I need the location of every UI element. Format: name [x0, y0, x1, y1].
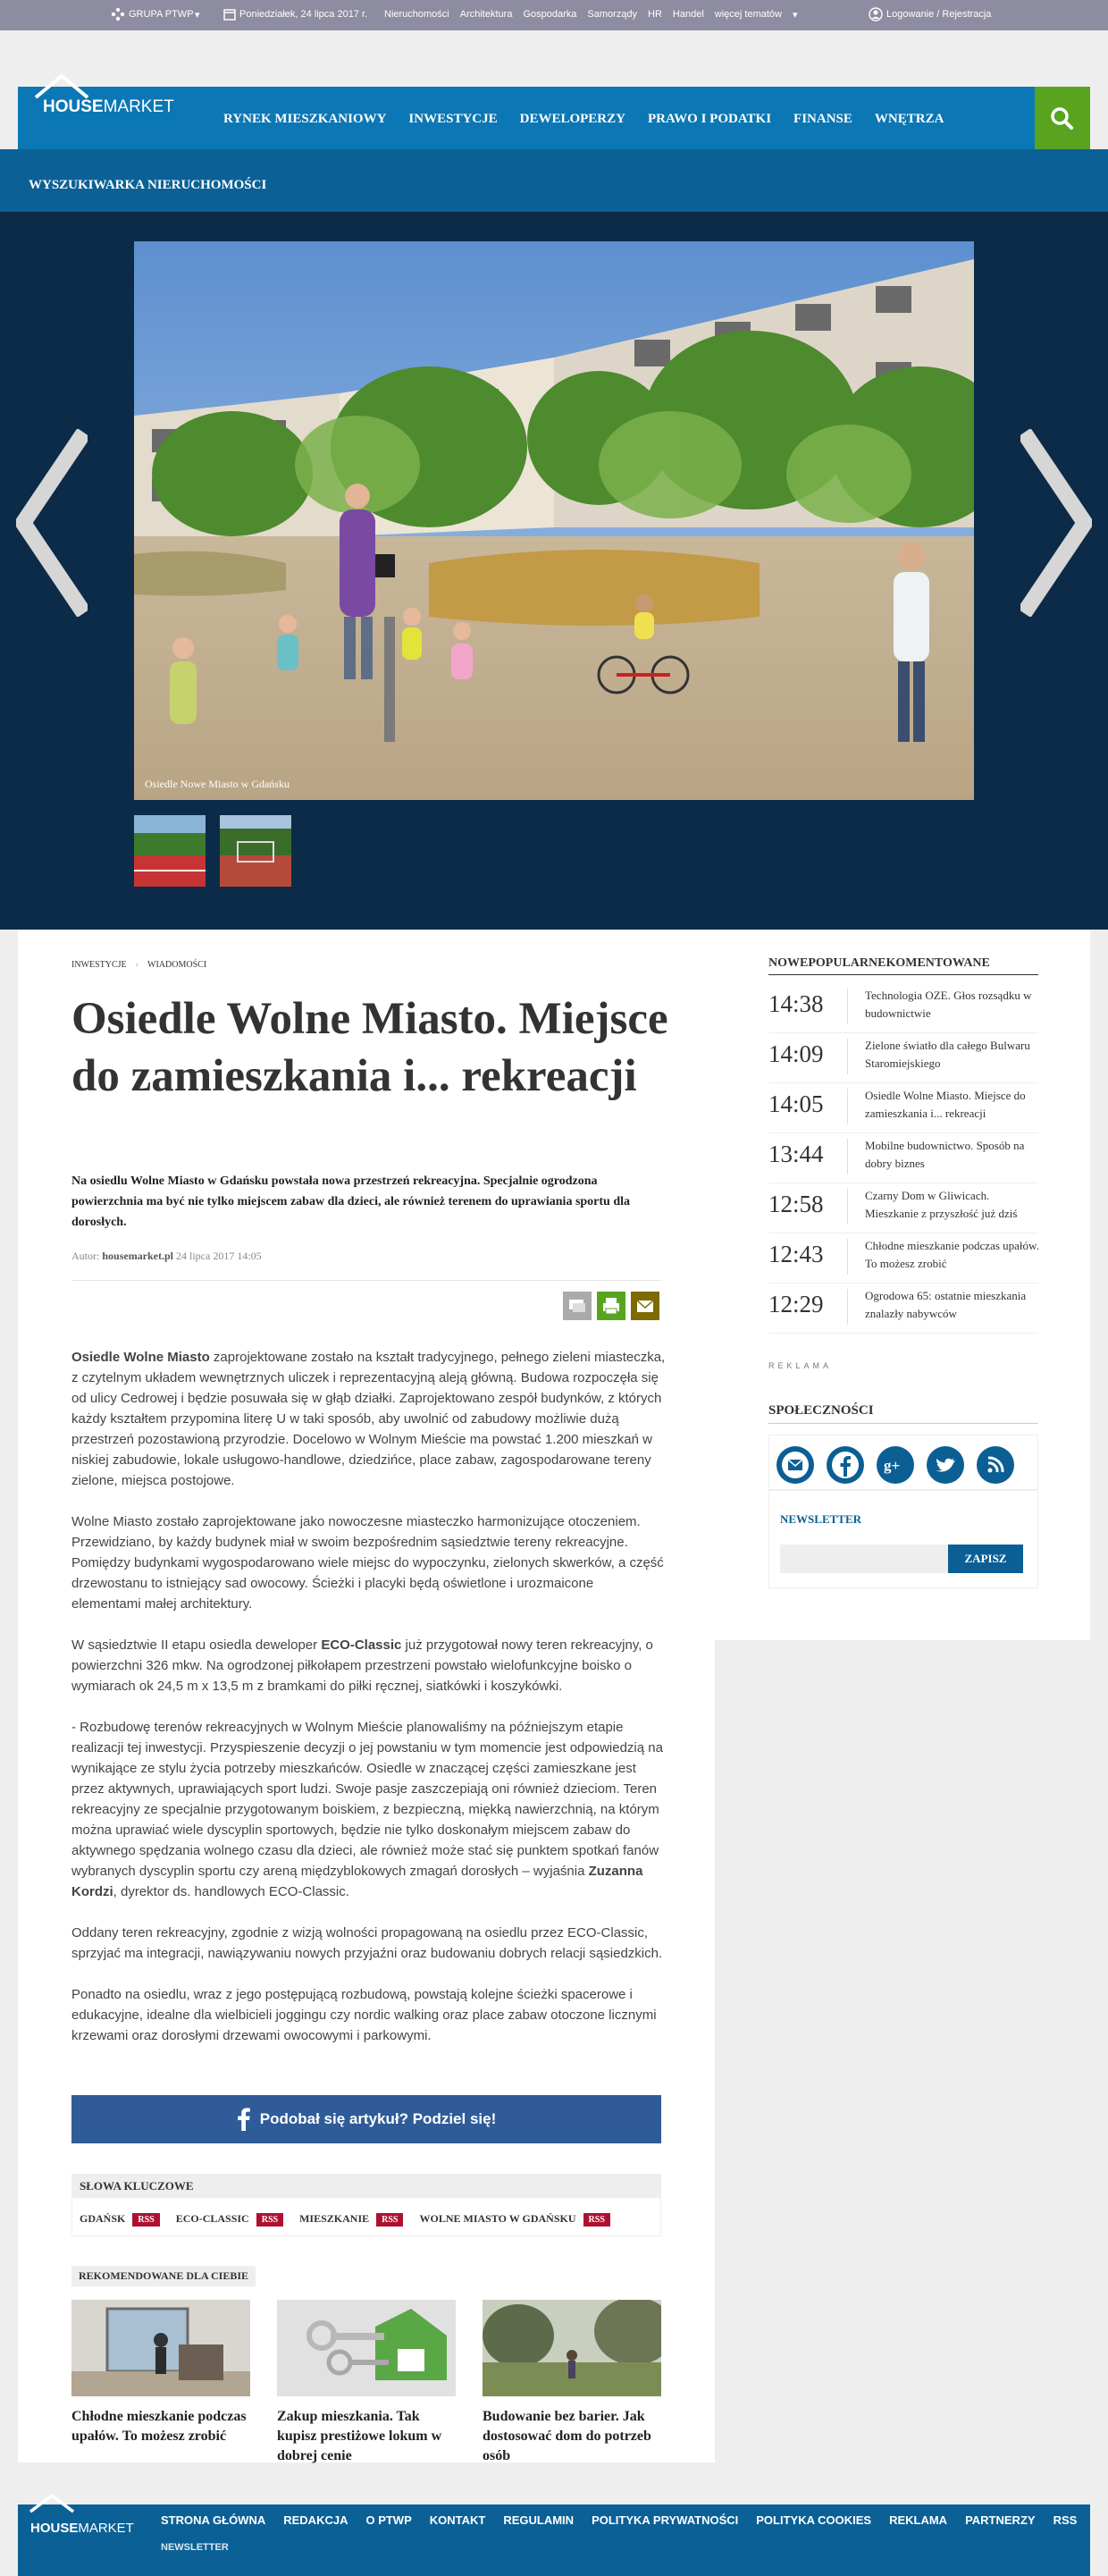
recommended-image[interactable] — [483, 2300, 661, 2396]
login-link[interactable]: Logowanie / Rejestracja — [886, 9, 992, 20]
chevron-down-icon[interactable]: ▾ — [792, 10, 798, 21]
sub-nav — [0, 149, 1108, 212]
footer-link[interactable]: REKLAMA — [889, 2513, 948, 2527]
rss-badge[interactable]: RSS — [583, 2213, 610, 2227]
footer-link[interactable]: POLITYKA PRYWATNOŚCI — [592, 2513, 739, 2527]
nav-item-prawo[interactable]: PRAWO I PODATKI — [647, 112, 772, 126]
news-title[interactable]: Czarny Dom w Gliwicach. Mieszkanie z przyszłość już dziś — [865, 1189, 1018, 1220]
article-tools — [563, 1292, 659, 1320]
nav-item-wnetrza[interactable]: WNĘTRZA — [874, 112, 944, 126]
news-title[interactable]: Ogrodowa 65: ostatnie mieszkania znalazły nabywców — [865, 1289, 1027, 1320]
divider — [847, 1239, 848, 1275]
social-links — [768, 1435, 1038, 1490]
recommended-image[interactable] — [277, 2300, 456, 2396]
newsletter-email-input[interactable] — [780, 1545, 948, 1573]
house-logo-icon — [27, 2492, 77, 2513]
topic-link[interactable]: Nieruchomości — [384, 9, 449, 20]
news-item[interactable] — [768, 983, 1038, 1033]
svg-text:g+: g+ — [884, 1457, 901, 1474]
news-time: 13:44 — [768, 1141, 824, 1167]
news-item[interactable] — [768, 1233, 1038, 1284]
email-button[interactable] — [631, 1292, 659, 1320]
search-icon — [1035, 87, 1090, 149]
divider — [847, 1189, 848, 1225]
thumbnail-2[interactable] — [220, 815, 291, 887]
paragraph: Wolne Miasto zostało zaprojektowane jako nowoczesne miasteczko harmonizujące otoczeniem. Przewidziano, by każdy budynek miał w swoim bezpośrednim sąsiedztwie tereny rekreacyjne. Pomiędzy budynkami wygospodarowano wiele miejsc do wypoczynku, zielonych skwerków, a część drzewostanu to istniejący sad owocowy. Ścieżki i placyki będą oświetlone i urozmaicone elementami małej architektury. — [71, 1514, 664, 1612]
topic-links — [384, 9, 798, 21]
facebook-icon — [237, 2108, 251, 2131]
nav-item-inwestycje[interactable]: INWESTYCJE — [408, 112, 498, 126]
article-title: Osiedle Wolne Miasto. Miejsce do zamieszkania i... rekreacji — [71, 994, 668, 1101]
next-arrow-icon[interactable] — [1020, 429, 1092, 617]
thumbnail-1[interactable] — [134, 815, 206, 887]
house-logo-icon — [30, 72, 93, 99]
photo-caption: Osiedle Nowe Miasto w Gdańsku — [145, 778, 290, 790]
footer-link[interactable]: RSS — [1053, 2513, 1078, 2527]
rss-badge[interactable]: RSS — [132, 2213, 159, 2227]
divider — [847, 1089, 848, 1124]
breadcrumb — [71, 960, 206, 970]
paragraph: - Rozbudowę terenów rekreacyjnych w Wolnym Mieście planowaliśmy na późniejszym etapie realizacji tej inwestycji. Przyspieszenie decyzji o jej powstaniu w tym momencie jest odpowiedzią na wynikające ze stylu życia potrzeby mieszkańców. Osiedle w znaczącej części zamieszkane jest przez aktywnych, uprawiających sport ludzi. Swoje pasje zaszczepiają oni również dzieciom. Teren rekreacyjny ze specjalnie przygotowanym boiskiem, z bezpieczną, miękką nawierzchnią, na którym można uprawiać wiele dyscyplin sportowych, będzie nie tylko doskonałym miejscem zabaw do aktywnego spędzania wolnego czasu dla dzieci, ale również może stać się punktem spotkań fanów wybranych dyscyplin sportu czy areną międzyblokowych zmagań dorosłych – wyjaśnia Zuzanna Kordzi, dyrektor ds. handlowych ECO-Classic. — [71, 1720, 663, 1899]
main-nav — [223, 112, 944, 127]
paragraph: W sąsiedztwie II etapu osiedla deweloper ECO-Classic już przygotował nowy teren rekreacyjny, o powierzchni 326 mkw. Na ogrodzonej piłkołapem przestrzeni powstało wielofunkcyjne boisko o wymiarach ok 24,5 m x 13,5 m z bramkami do piłki ręcznej, siatkówki i koszykówki. — [71, 1637, 653, 1694]
breadcrumb-separator-icon: › — [135, 960, 139, 970]
main-header — [18, 87, 1090, 149]
recommended-image[interactable] — [71, 2300, 250, 2396]
recommended-title-text[interactable]: Budowanie bez barier. Jak dostosować dom do potrzeb osób — [483, 2409, 651, 2463]
group-link[interactable]: GRUPA PTWP — [129, 9, 194, 20]
news-time: 12:29 — [768, 1291, 824, 1317]
envelope-icon — [631, 1292, 659, 1320]
topic-link[interactable]: Samorządy — [587, 9, 638, 20]
news-tabs[interactable]: NOWEPOPULARNEKOMENTOWANE — [768, 956, 990, 970]
countryside-image — [483, 2300, 661, 2396]
recommended-section — [71, 2266, 661, 2463]
article-body — [71, 1347, 666, 2067]
news-title[interactable]: Zielone światło dla całego Bulwaru Staromiejskiego — [865, 1039, 1030, 1070]
divider — [847, 1289, 848, 1325]
comment-button[interactable] — [563, 1292, 592, 1320]
footer-brand[interactable]: HOUSEMARKET — [30, 2521, 134, 2536]
google-plus-icon — [877, 1446, 914, 1484]
user-icon[interactable] — [869, 7, 883, 21]
newsletter-title: NEWSLETTER — [780, 1512, 862, 1526]
previous-arrow-icon[interactable] — [16, 429, 88, 617]
nav-item-finanse[interactable]: FINANSE — [793, 112, 852, 126]
property-search-link[interactable]: WYSZUKIWARKA NIERUCHOMOŚCI — [29, 178, 267, 192]
rss-social-button[interactable] — [977, 1446, 1014, 1484]
breadcrumb-item[interactable]: WIADOMOŚCI — [147, 960, 207, 970]
envelope-icon — [776, 1446, 814, 1484]
keys-house-image — [277, 2300, 456, 2396]
site-logo[interactable] — [30, 72, 218, 147]
news-title[interactable]: Chłodne mieszkanie podczas upałów. To możesz zrobić — [865, 1239, 1039, 1270]
brand-name: HOUSEMARKET — [43, 97, 174, 116]
ad-label: REKLAMA — [768, 1361, 833, 1370]
main-photo[interactable] — [134, 241, 974, 800]
room-image — [71, 2300, 250, 2396]
footer — [18, 2504, 1090, 2576]
recommended-item[interactable] — [71, 2300, 250, 2466]
keyword-list — [72, 2198, 660, 2240]
recommended-title: REKOMENDOWANE DLA CIEBIE — [71, 2266, 256, 2286]
topic-link[interactable]: Gospodarka — [523, 9, 577, 20]
nav-item-rynek[interactable]: RYNEK MIESZKANIOWY — [223, 112, 387, 126]
facebook-icon — [827, 1446, 864, 1484]
footer-link[interactable]: STRONA GŁÓWNA — [161, 2513, 266, 2527]
footer-link[interactable]: POLITYKA COOKIES — [756, 2513, 872, 2527]
news-item[interactable] — [768, 1083, 1038, 1133]
image-slider — [0, 212, 1108, 930]
news-item[interactable] — [768, 1284, 1038, 1334]
rss-badge[interactable]: RSS — [256, 2213, 283, 2227]
author-link[interactable]: housemarket.pl — [102, 1250, 174, 1262]
email-social-button[interactable] — [776, 1446, 814, 1484]
social-title: SPOŁECZNOŚCI — [768, 1403, 874, 1418]
facebook-social-button[interactable] — [827, 1446, 864, 1484]
recommended-item[interactable] — [483, 2300, 661, 2466]
current-date: Poniedziałek, 24 lipca 2017 r. — [239, 9, 368, 20]
chevron-down-icon[interactable]: ▾ — [195, 10, 200, 21]
divider — [847, 1139, 848, 1174]
rss-icon — [977, 1446, 1014, 1484]
news-title[interactable]: Technologia OZE. Głos rozsądku w budownictwie — [865, 989, 1032, 1020]
paragraph: Ponadto na osiedlu, wraz z jego postępującą rozbudową, powstają kolejne ścieżki spacerowe i edukacyjne, idealne dla wielbicieli joggingu czy nordic walking oraz place zabaw otoczone licznymi krzewami oraz dorosłymi drzewami owocowymi i parkowymi. — [71, 1987, 657, 2043]
keyword-tag[interactable]: ECO-CLASSIC RSS — [176, 2212, 283, 2226]
googleplus-social-button[interactable] — [877, 1446, 914, 1484]
rss-badge[interactable]: RSS — [376, 2213, 403, 2227]
news-title[interactable]: Osiedle Wolne Miasto. Miejsce do zamieszkania i... rekreacji — [865, 1089, 1026, 1120]
nav-item-deweloperzy[interactable]: DEWELOPERZY — [519, 112, 625, 126]
publish-date: 24 lipca 2017 14:05 — [176, 1250, 262, 1262]
keywords-box — [71, 2174, 661, 2236]
twitter-social-button[interactable] — [927, 1446, 964, 1484]
footer-link[interactable]: PARTNERZY — [965, 2513, 1036, 2527]
news-time: 14:09 — [768, 1040, 824, 1067]
news-time: 12:58 — [768, 1191, 824, 1217]
group-logo-icon — [111, 7, 125, 21]
newsletter-box — [768, 1490, 1038, 1588]
newsletter-submit-button[interactable]: ZAPISZ — [948, 1545, 1023, 1573]
recommended-title-text[interactable]: Zakup mieszkania. Tak kupisz prestiżowe lokum w dobrej cenie — [277, 2409, 442, 2463]
keyword-tag[interactable]: WOLNE MIASTO W GDAŃSKU RSS — [419, 2212, 609, 2226]
news-item[interactable] — [768, 1133, 1038, 1183]
news-item[interactable] — [768, 1033, 1038, 1083]
breadcrumb-item[interactable]: INWESTYCJE — [71, 960, 127, 970]
divider — [768, 974, 1038, 975]
footer-link[interactable]: REGULAMIN — [503, 2513, 575, 2527]
news-time: 14:05 — [768, 1090, 824, 1117]
keywords-title: SŁOWA KLUCZOWE — [72, 2175, 660, 2198]
topic-link[interactable]: HR — [648, 9, 662, 20]
footer-link[interactable]: KONTAKT — [429, 2513, 486, 2527]
article-lead: Na osiedlu Wolne Miasto w Gdańsku powstała nowa przestrzeń rekreacyjna. Specjalnie ogrodzona powierzchnia ma być nie tylko miejscem zabaw dla dzieci, ale również terenem do uprawiania sportu dla dorosłych. — [71, 1174, 631, 1229]
paragraph: Osiedle Wolne Miasto zaprojektowane zostało na kształt tradycyjnego, pełnego zieleni miasteczka, z czytelnym układem wewnętrznych uliczek i reprezentacyjną aleją główną. Budowa rozpoczęła się od ulicy Cedrowej i będzie posuwała się w głąb działki. Zaprojektowano zespół budynków, z których każdy kształtem przypomina literę U w taki sposób, aby uwolnić od zabudowy możliwie dużą przestrzeń pozostawioną przyrodzie. Docelowo w Wolnym Mieście ma powstać 1.200 mieszkań w niskiej zabudowie, lokale usługowo-handlowe, dziedzińce, place zabaw, zagospodarowane tereny zielone, miejsca postojowe. — [71, 1350, 666, 1488]
print-button[interactable] — [597, 1292, 625, 1320]
top-bar — [0, 0, 1108, 30]
topic-link[interactable]: Architektura — [459, 9, 513, 20]
thumbnail-court-image — [134, 815, 206, 887]
topic-link[interactable]: Handel — [672, 9, 704, 20]
more-topics-link[interactable]: więcej tematów — [714, 9, 782, 20]
footer-link[interactable]: O PTWP — [365, 2513, 412, 2527]
sidebar — [715, 930, 1090, 1640]
divider — [71, 1280, 661, 1281]
article-byline: Autor: housemarket.pl 24 lipca 2017 14:05 — [71, 1250, 262, 1262]
estate-render-image — [134, 241, 974, 800]
footer-newsletter-link[interactable]: NEWSLETTER — [161, 2542, 229, 2553]
paragraph: Oddany teren rekreacyjny, zgodnie z wizją wolności propagowaną na osiedlu przez ECO-Classic, sprzyjać ma integracji, nawiązywaniu nowych przyjaźni oraz budowaniu dobrych relacji sąsiedzkich. — [71, 1925, 663, 1961]
share-label: Podobał się artykuł? Podziel się! — [259, 2110, 497, 2127]
search-button[interactable] — [1035, 87, 1090, 149]
recommended-title-text[interactable]: Chłodne mieszkanie podczas upałów. To możesz zrobić — [71, 2409, 247, 2444]
divider — [847, 1039, 848, 1074]
recommended-item[interactable] — [277, 2300, 456, 2466]
comment-icon — [563, 1292, 592, 1320]
news-item[interactable] — [768, 1183, 1038, 1233]
news-title[interactable]: Mobilne budownictwo. Sposób na dobry biznes — [865, 1139, 1025, 1170]
article — [18, 930, 715, 2462]
keyword-tag[interactable]: GDAŃSK RSS — [80, 2212, 160, 2226]
print-icon — [597, 1292, 625, 1320]
footer-link[interactable]: REDAKCJA — [283, 2513, 348, 2527]
footer-links — [161, 2504, 1077, 2535]
news-time: 12:43 — [768, 1241, 824, 1267]
facebook-share-button[interactable] — [71, 2095, 661, 2143]
twitter-icon — [927, 1446, 964, 1484]
news-time: 14:38 — [768, 990, 824, 1017]
keyword-tag[interactable]: MIESZKANIE RSS — [299, 2212, 403, 2226]
calendar-icon — [223, 8, 236, 21]
divider — [768, 1423, 1038, 1424]
thumbnail-field-image — [220, 815, 291, 887]
divider — [847, 989, 848, 1024]
